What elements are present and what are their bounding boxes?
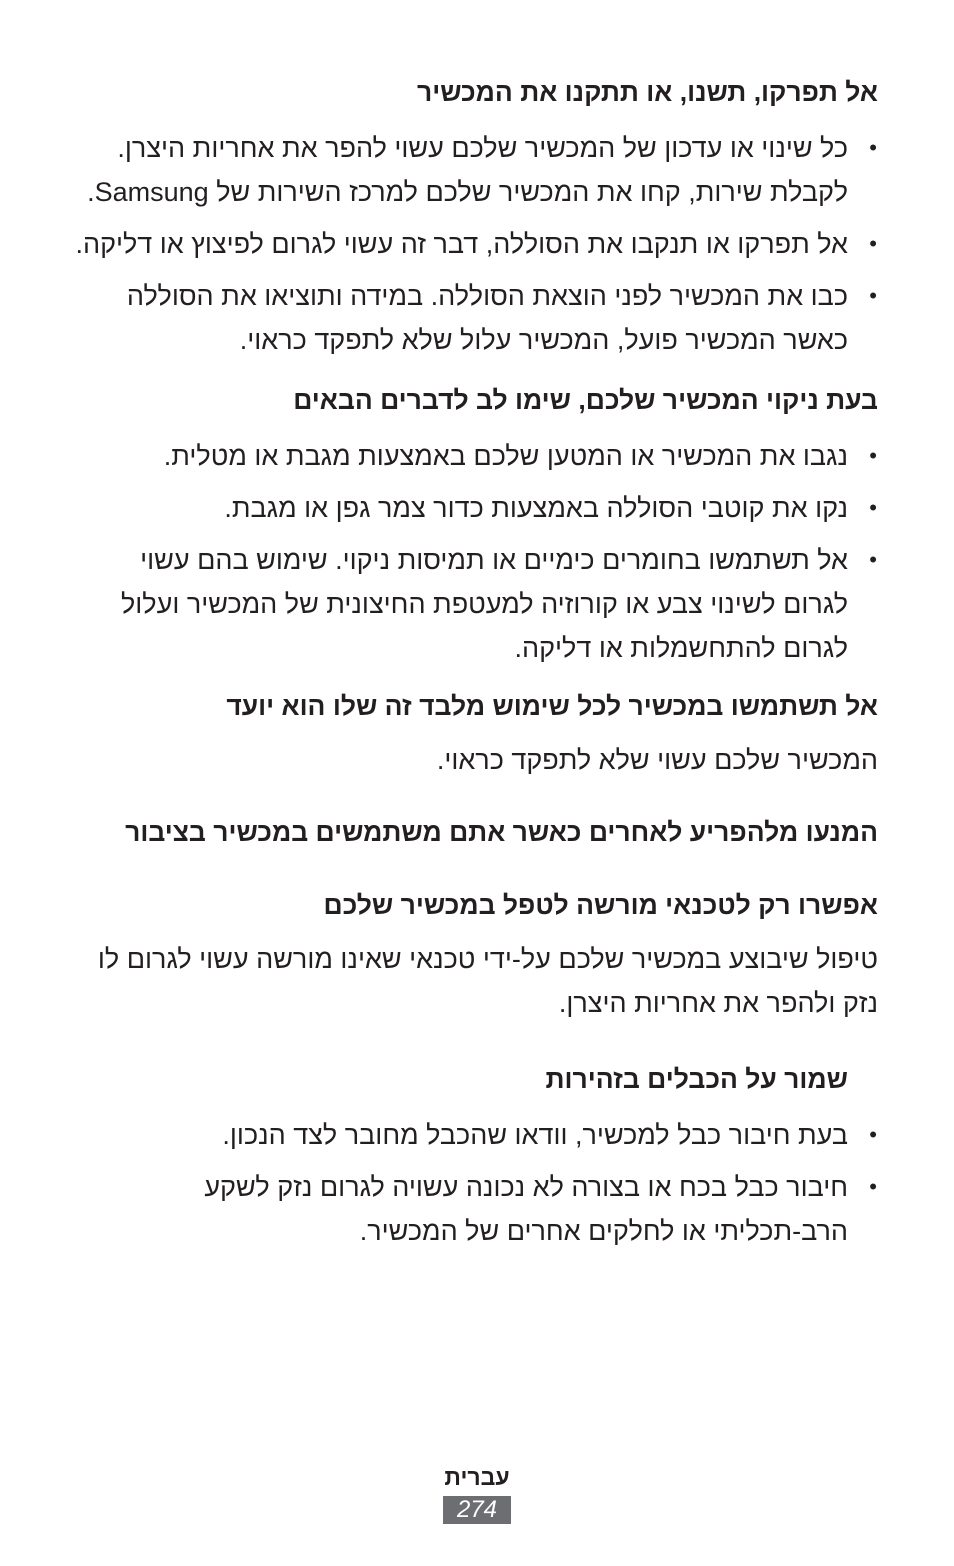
bullet-icon: • [869, 495, 877, 520]
bullet-list [72, 1113, 878, 1253]
section-do-not-disassemble [72, 72, 878, 362]
section-body: טיפול שיבוצע במכשיר שלכם על-ידי טכנאי שאינו מורשה עשוי לגרום לו נזק ולהפר את אחריות היצרן. [97, 944, 878, 1018]
list-item: • אל תשתמשו בחומרים כימיים או תמיסות ניקוי. שימוש בהם עשוי לגרום לשינוי צבע או קורוזיה למעטפת החיצונית של המכשיר ועלול לגרום להתחשמלות או דליקה. [72, 538, 878, 670]
bullet-icon: • [869, 1174, 877, 1199]
document-page [72, 72, 878, 1261]
list-item: • כבו את המכשיר לפני הוצאת הסוללה. במידה ותוציאו את הסוללה כאשר המכשיר פועל, המכשיר עלול שלא לתפקד כראוי. [72, 274, 878, 362]
list-item: • אל תפרקו או תנקבו את הסוללה, דבר זה עשוי לגרום לפיצוץ או דליקה. [72, 222, 878, 266]
bullet-list [72, 434, 878, 670]
section-body: המכשיר שלכם עשוי שלא לתפקד כראוי. [436, 745, 878, 775]
list-item: • חיבור כבל בכח או בצורה לא נכונה עשויה לגרום נזק לשקע הרב-תכליתי או לחלקים אחרים של המכשיר. [72, 1165, 878, 1253]
section-cleaning [72, 380, 878, 670]
section-heading: בעת ניקוי המכשיר שלכם, שימו לב לדברים הבאים [293, 385, 878, 415]
bullet-icon: • [869, 443, 877, 468]
section-heading: אפשרו רק לטכנאי מורשה לטפל במכשיר שלכם [323, 890, 878, 920]
footer-language: עברית [444, 1464, 510, 1490]
bullet-icon: • [869, 231, 877, 256]
section-heading: שמור על הכבלים בזהירות [545, 1064, 848, 1094]
list-item: • נקו את קוטבי הסוללה באמצעות כדור צמר גפן או מגבת. [72, 486, 878, 530]
page-number: 274 [443, 1496, 511, 1524]
page-footer [0, 1462, 954, 1524]
section-heading: אל תשתמשו במכשיר לכל שימוש מלבד זה שלו הוא יועד [226, 691, 878, 721]
bullet-icon: • [869, 135, 877, 160]
bullet-icon: • [869, 1122, 877, 1147]
section-heading: המנעו מלהפריע לאחרים כאשר אתם משתמשים במכשיר בציבור [125, 817, 878, 847]
list-item: • נגבו את המכשיר או המטען שלכם באמצעות מגבת או מטלית. [72, 434, 878, 478]
list-item: • בעת חיבור כבל למכשיר, וודאו שהכבל מחובר לצד הנכון. [72, 1113, 878, 1157]
list-item: • כל שינוי או עדכון של המכשיר שלכם עשוי להפר את אחריות היצרן. לקבלת שירות, קחו את המכשיר שלכם למרכז השירות של Samsung. [72, 126, 878, 214]
section-authorized-service [72, 885, 878, 1025]
bullet-icon: • [869, 283, 877, 308]
bullet-icon: • [869, 547, 877, 572]
section-public-use [72, 812, 878, 852]
section-cables [72, 1059, 878, 1253]
section-heading: אל תפרקו, תשנו, או תתקנו את המכשיר [416, 77, 878, 107]
bullet-list [72, 126, 878, 362]
section-intended-use [72, 686, 878, 782]
